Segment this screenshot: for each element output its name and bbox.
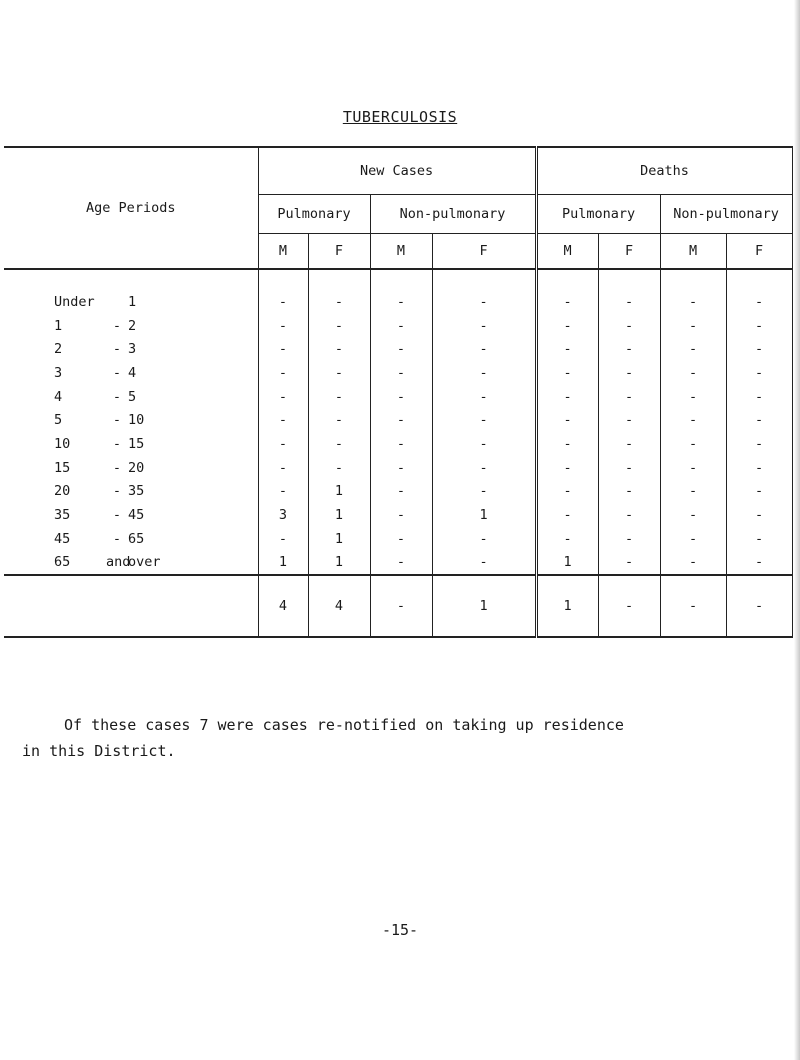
table-cell: -: [660, 551, 726, 576]
table-cell: 1: [308, 551, 370, 576]
total-cell: 4: [308, 575, 370, 637]
age-period-cell: 10 - 15: [4, 432, 258, 456]
age-period-cell: 4 - 5: [4, 385, 258, 409]
page-edge-shadow: [794, 0, 800, 1060]
table-cell: -: [536, 337, 598, 361]
total-cell: 4: [258, 575, 308, 637]
table-cell: -: [370, 432, 432, 456]
table-row: [4, 337, 792, 361]
table-cell: -: [432, 432, 536, 456]
age-period-cell: 3 - 4: [4, 361, 258, 385]
table-cell: -: [598, 503, 660, 527]
table-cell: -: [432, 269, 536, 314]
table-cell: -: [258, 456, 308, 480]
table-cell: -: [598, 527, 660, 551]
table-cell: -: [258, 361, 308, 385]
table-row: [4, 503, 792, 527]
age-period-cell: 15 - 20: [4, 456, 258, 480]
table-cell: -: [370, 337, 432, 361]
table-row: [4, 432, 792, 456]
age-period-cell: 35 - 45: [4, 503, 258, 527]
table-cell: -: [258, 269, 308, 314]
deaths-pulmonary-header: Pulmonary: [536, 195, 660, 234]
table-cell: -: [536, 361, 598, 385]
table-cell: -: [432, 551, 536, 576]
table-cell: -: [308, 408, 370, 432]
age-period-cell: 65 andover: [4, 551, 258, 576]
table-cell: -: [258, 337, 308, 361]
total-cell: 1: [432, 575, 536, 637]
table-cell: -: [370, 456, 432, 480]
table-cell: -: [660, 408, 726, 432]
table-row: [4, 314, 792, 338]
table-cell: -: [726, 480, 792, 504]
total-cell: -: [598, 575, 660, 637]
table-cell: 1: [258, 551, 308, 576]
table-cell: -: [308, 337, 370, 361]
table-cell: -: [370, 269, 432, 314]
table-cell: -: [598, 432, 660, 456]
age-period-cell: 45 - 65: [4, 527, 258, 551]
table-cell: -: [660, 432, 726, 456]
deaths-non-pulmonary-header: Non-pulmonary: [660, 195, 792, 234]
table-cell: 3: [258, 503, 308, 527]
table-cell: -: [726, 269, 792, 314]
sex-header-f: F: [598, 234, 660, 270]
table-cell: -: [536, 314, 598, 338]
table-cell: -: [660, 314, 726, 338]
table-cell: 1: [308, 503, 370, 527]
table-row: [4, 269, 792, 314]
table-cell: -: [660, 527, 726, 551]
table-cell: -: [726, 385, 792, 409]
table-cell: -: [432, 456, 536, 480]
sex-header-m: M: [536, 234, 598, 270]
sex-header-m: M: [660, 234, 726, 270]
table-cell: 1: [308, 527, 370, 551]
table-cell: -: [370, 408, 432, 432]
table-cell: -: [432, 408, 536, 432]
table-cell: -: [432, 480, 536, 504]
table-cell: -: [598, 385, 660, 409]
table-cell: -: [726, 503, 792, 527]
deaths-header: Deaths: [536, 147, 792, 195]
table-cell: -: [598, 480, 660, 504]
table-cell: -: [726, 337, 792, 361]
table-cell: -: [536, 432, 598, 456]
table-cell: -: [370, 551, 432, 576]
age-period-cell: Under 1: [4, 269, 258, 314]
table-cell: -: [536, 408, 598, 432]
table-cell: -: [660, 337, 726, 361]
table-cell: -: [726, 551, 792, 576]
table-cell: -: [308, 269, 370, 314]
age-period-cell: 5 - 10: [4, 408, 258, 432]
table-cell: -: [536, 503, 598, 527]
table-cell: 1: [536, 551, 598, 576]
total-cell: -: [370, 575, 432, 637]
table-cell: -: [258, 314, 308, 338]
note-line-1: Of these cases 7 were cases re-notified on taking up residence: [64, 716, 624, 734]
table-cell: -: [370, 385, 432, 409]
table-cell: -: [308, 361, 370, 385]
table-cell: -: [258, 432, 308, 456]
table-cell: -: [370, 480, 432, 504]
table-cell: -: [726, 361, 792, 385]
table-row: [4, 408, 792, 432]
page-number: -15-: [381, 921, 419, 939]
sex-header-f: F: [308, 234, 370, 270]
table-cell: -: [308, 385, 370, 409]
table-cell: -: [536, 385, 598, 409]
table-cell: -: [370, 314, 432, 338]
table-cell: -: [370, 527, 432, 551]
table-cell: -: [258, 527, 308, 551]
table-cell: -: [432, 337, 536, 361]
table-cell: -: [308, 314, 370, 338]
table-cell: -: [536, 527, 598, 551]
table-cell: -: [598, 551, 660, 576]
table-row: [4, 527, 792, 551]
table-cell: -: [660, 480, 726, 504]
table-cell: -: [536, 269, 598, 314]
table-cell: -: [726, 432, 792, 456]
table-cell: -: [536, 480, 598, 504]
table-cell: -: [308, 432, 370, 456]
table-cell: -: [258, 385, 308, 409]
table-row: [4, 480, 792, 504]
total-cell: -: [660, 575, 726, 637]
table-cell: -: [308, 456, 370, 480]
sex-header-m: M: [370, 234, 432, 270]
age-periods-header: Age Periods: [4, 147, 258, 269]
table-cell: -: [432, 314, 536, 338]
table-cell: -: [536, 456, 598, 480]
page-title: TUBERCULOSIS: [342, 108, 458, 126]
table-row: [4, 385, 792, 409]
table-cell: -: [726, 408, 792, 432]
note-line-2: in this District.: [22, 742, 176, 760]
table-row: [4, 456, 792, 480]
table-row: [4, 361, 792, 385]
tuberculosis-table: [4, 146, 793, 638]
sex-header-f: F: [726, 234, 792, 270]
table-cell: -: [432, 385, 536, 409]
new-cases-non-pulmonary-header: Non-pulmonary: [370, 195, 536, 234]
table-cell: -: [660, 361, 726, 385]
table-cell: -: [258, 408, 308, 432]
new-cases-pulmonary-header: Pulmonary: [258, 195, 370, 234]
table-cell: -: [726, 456, 792, 480]
table-cell: -: [660, 456, 726, 480]
table-cell: -: [598, 337, 660, 361]
table-cell: -: [660, 385, 726, 409]
total-cell: 1: [536, 575, 598, 637]
age-period-cell: 20 - 35: [4, 480, 258, 504]
table-cell: -: [598, 456, 660, 480]
sex-header-m: M: [258, 234, 308, 270]
table-cell: -: [258, 480, 308, 504]
table-cell: -: [598, 408, 660, 432]
table-cell: -: [598, 314, 660, 338]
table-cell: -: [660, 503, 726, 527]
totals-label-cell: [4, 575, 258, 637]
table-cell: -: [432, 361, 536, 385]
table-cell: -: [726, 314, 792, 338]
table-cell: -: [598, 269, 660, 314]
table-cell: -: [598, 361, 660, 385]
age-period-cell: 2 - 3: [4, 337, 258, 361]
totals-row: [4, 575, 792, 637]
table-cell: -: [726, 527, 792, 551]
table-cell: 1: [308, 480, 370, 504]
table-row: [4, 551, 792, 576]
table-cell: 1: [432, 503, 536, 527]
age-period-cell: 1 - 2: [4, 314, 258, 338]
table-cell: -: [660, 269, 726, 314]
table-cell: -: [370, 503, 432, 527]
table-cell: -: [432, 527, 536, 551]
sex-header-f: F: [432, 234, 536, 270]
total-cell: -: [726, 575, 792, 637]
new-cases-header: New Cases: [258, 147, 536, 195]
table-cell: -: [370, 361, 432, 385]
